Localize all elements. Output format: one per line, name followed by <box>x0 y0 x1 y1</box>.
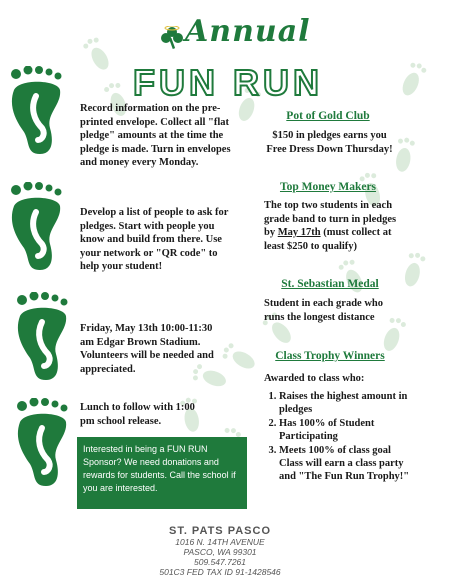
footprint-icon <box>12 398 80 488</box>
money-text-a: The top two students in each grade band to turn in pledges by <box>264 200 397 238</box>
class-trophy-intro: Awarded to class who: <box>264 373 365 384</box>
event-details: Friday, May 13th 10:00-11:30 am Edgar Brown Stadium. Volunteers will be needed and appreciated. <box>80 323 214 375</box>
school-address: 1016 N. 14TH AVENUE <box>175 537 265 547</box>
title-annual: Annual <box>185 14 311 49</box>
top-money-makers-heading: Top Money Makers <box>279 181 377 193</box>
instructions-pledges: Develop a list of people to ask for pledges. Start with people you know and build from there. Use your network or "QR code" to help your student! <box>80 207 229 272</box>
footprint-icon <box>6 182 74 272</box>
money-date: May 17th <box>277 227 321 238</box>
footprint-icon <box>12 292 80 382</box>
footprint-icon <box>6 66 74 156</box>
school-name: ST. PATS PASCO <box>168 525 271 537</box>
st-sebastian-medal-text: Student in each grade who runs the longest distance <box>264 298 384 323</box>
st-sebastian-medal-heading: St. Sebastian Medal <box>281 278 379 290</box>
school-city: PASCO, WA 99301 <box>183 547 257 557</box>
class-trophy-heading: Class Trophy Winners <box>275 350 385 362</box>
class-trophy-list <box>264 390 413 484</box>
pot-of-gold-heading: Pot of Gold Club <box>286 110 370 122</box>
title-fun-run: FUN RUN <box>133 62 323 103</box>
sponsor-box: Interested in being a FUN RUN Sponsor? We need donations and rewards for students. Call the school if you are interested. <box>77 437 247 509</box>
top-money-makers-text <box>264 199 399 253</box>
money-text-b: (must collect at least $250 to qualify) <box>264 227 392 252</box>
pot-of-gold-text: $150 in pledges earns you Free Dress Down Thursday! <box>266 130 393 155</box>
school-footer <box>150 525 290 577</box>
list-item: 3. Meets 100% of class goal Class will earn a class party and "The Fun Run Trophy!" <box>279 444 413 483</box>
list-item: 2. Has 100% of Student Participating <box>279 417 413 443</box>
school-tax-id: 501C3 FED TAX ID 91-1428546 <box>159 567 281 577</box>
list-item: 1. Raises the highest amount in pledges <box>279 390 413 416</box>
shamrock-icon <box>160 26 184 50</box>
school-phone: 509.547.7261 <box>194 557 246 567</box>
lunch-note: Lunch to follow with 1:00 pm school release. <box>80 402 195 427</box>
instructions-envelope: Record information on the pre-printed envelope. Collect all "flat pledge" amounts at the time the pledge is made. Turn in envelopes and money every Monday. <box>80 103 231 168</box>
